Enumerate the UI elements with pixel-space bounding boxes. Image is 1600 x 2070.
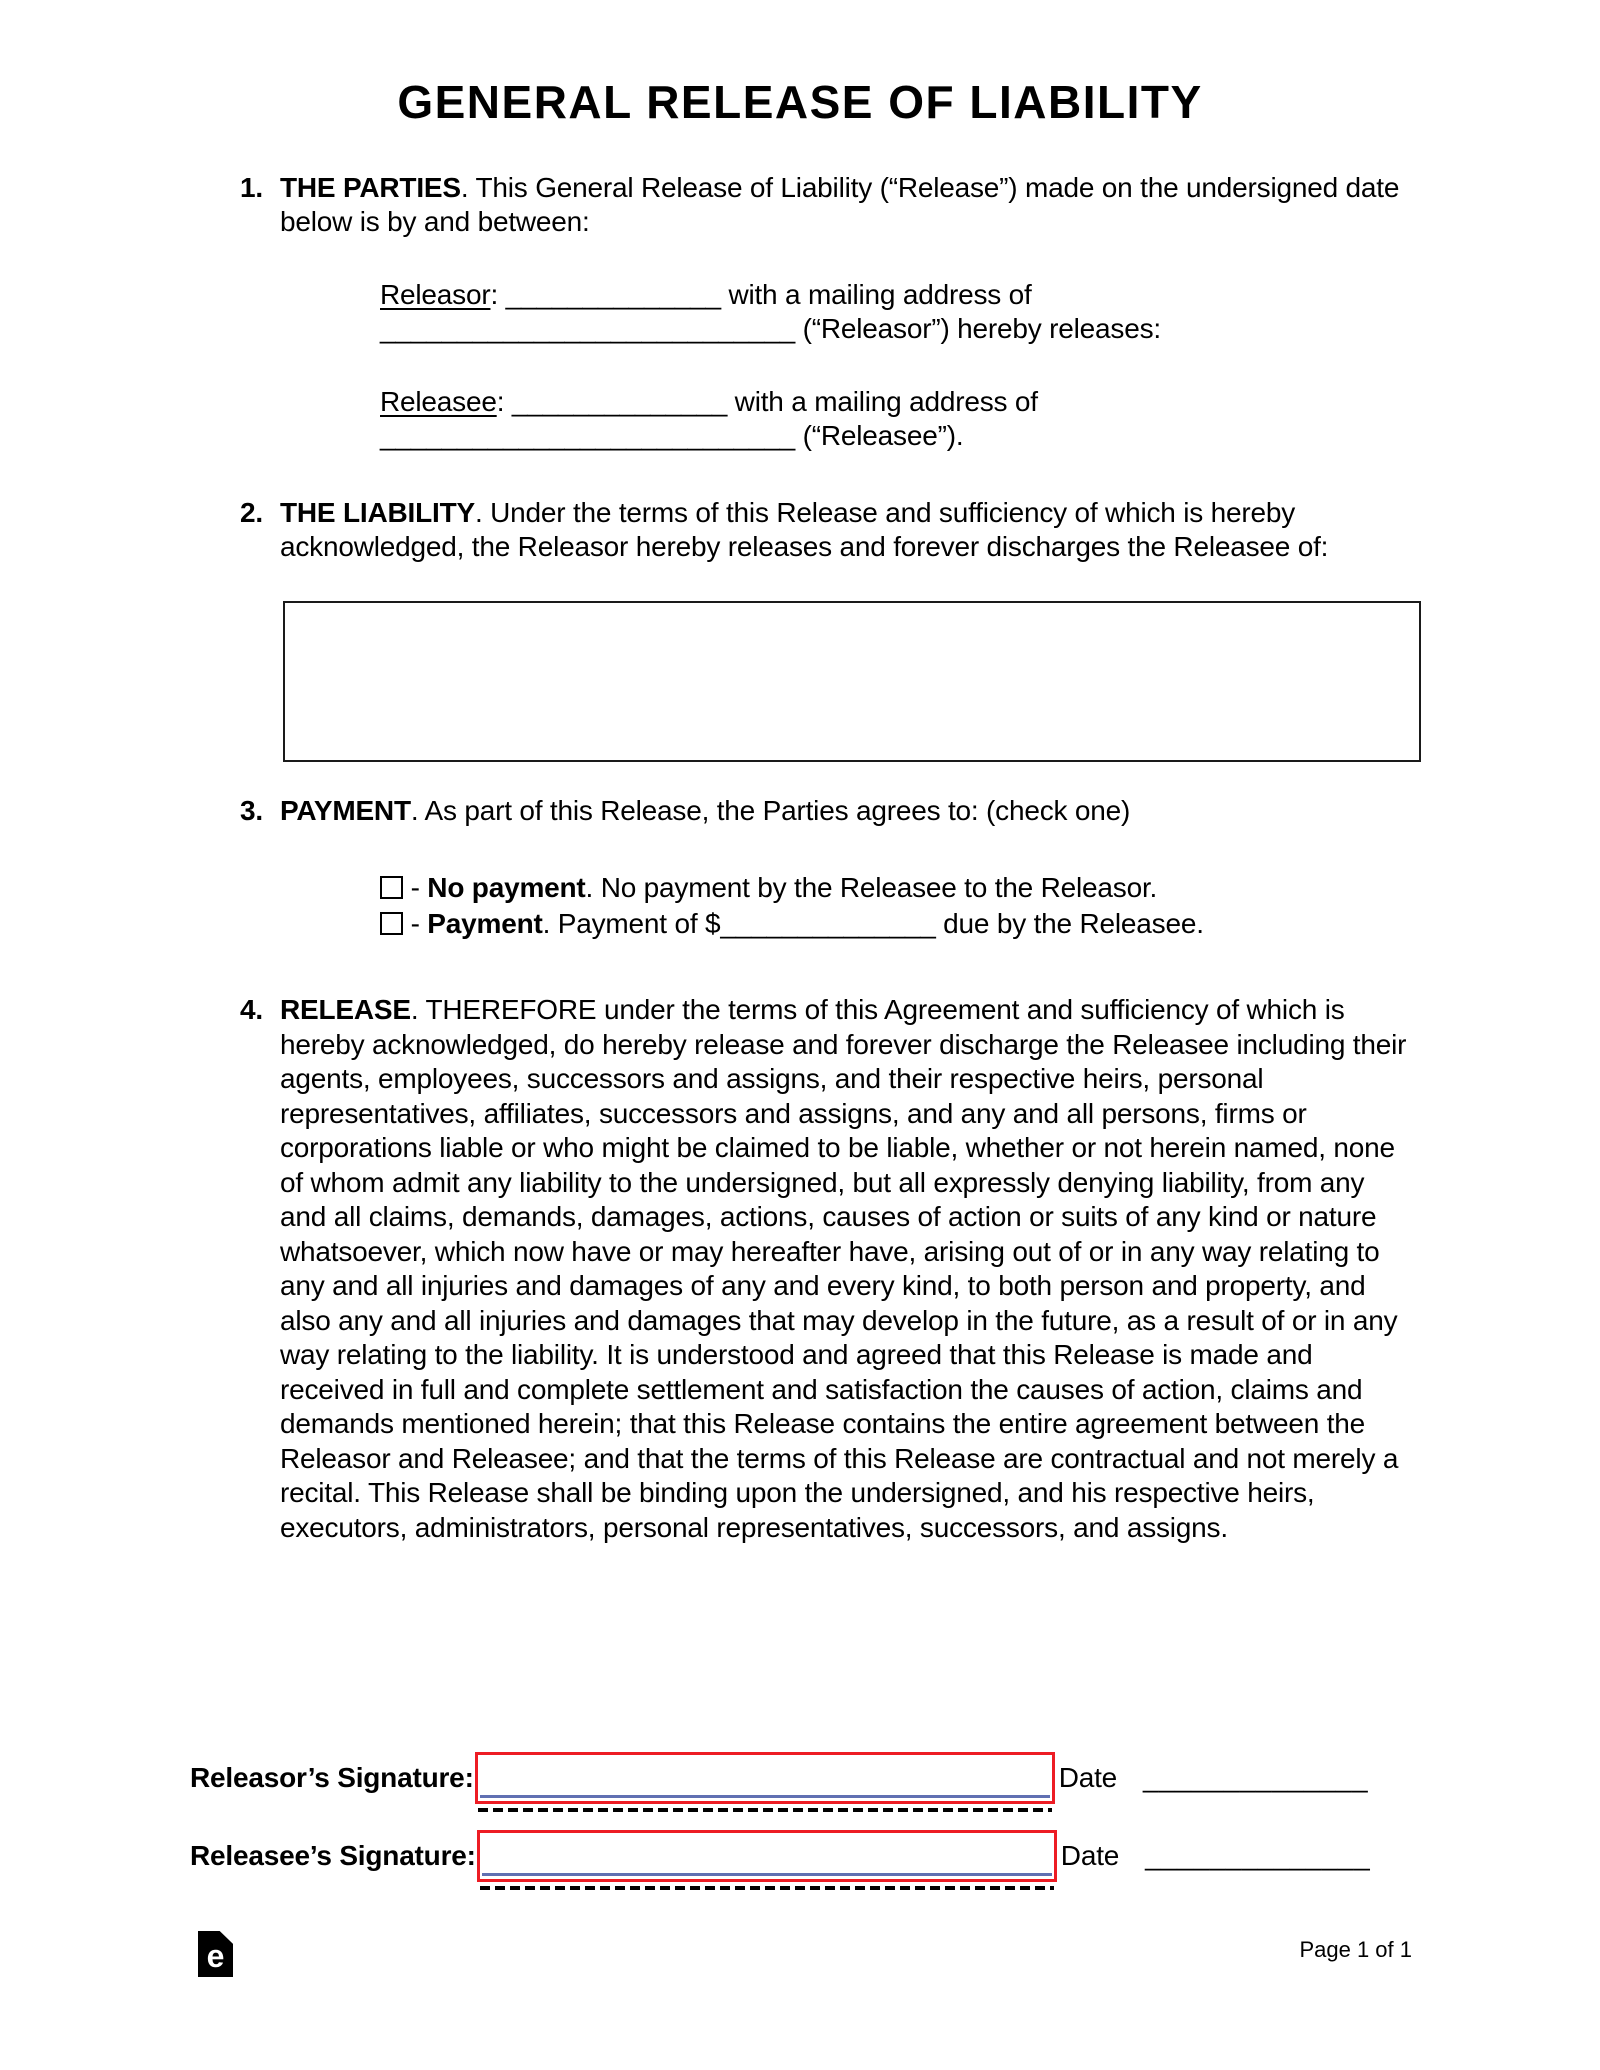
releasee-separator: : <box>496 386 512 417</box>
section-heading: PAYMENT <box>280 795 411 826</box>
option-dash: - <box>403 908 428 939</box>
section-release <box>240 993 1412 1545</box>
date-label: Date <box>1058 1762 1118 1793</box>
section-heading: THE PARTIES <box>280 172 461 203</box>
option-dash: - <box>403 872 428 903</box>
releasee-signature-row <box>190 1828 1412 1884</box>
page-title: GENERAL RELEASE OF LIABILITY <box>397 76 1203 128</box>
section-text <box>280 993 1412 1545</box>
signature-input-box[interactable] <box>477 1830 1057 1882</box>
section-body-text: . As part of this Release, the Parties agrees to: (check one) <box>410 795 1131 826</box>
releasor-line2-text: (“Releasor”) hereby releases: <box>795 313 1161 344</box>
releasee-block <box>380 385 1412 453</box>
releasor-block <box>380 278 1412 346</box>
date-label: Date <box>1060 1840 1120 1871</box>
releasee-signature-field[interactable] <box>477 1830 1057 1882</box>
releasor-signature-field[interactable] <box>475 1752 1055 1804</box>
releasee-address-blank: ___________________________ <box>380 420 796 451</box>
section-heading: THE LIABILITY <box>280 497 475 528</box>
releasee-line1-text: with a mailing address of <box>727 386 1038 417</box>
releasee-label: Releasee <box>380 386 497 417</box>
signature-underline <box>480 1886 1054 1890</box>
releasor-name-blank: ______________ <box>505 279 721 310</box>
releasee-name-blank: ______________ <box>511 386 728 417</box>
releasee-signature-label: Releasee’s Signature: <box>190 1840 476 1871</box>
payment-option-payment <box>380 906 1412 942</box>
releasee-line2-text: (“Releasee”). <box>795 420 964 451</box>
checkbox-icon[interactable] <box>380 876 403 899</box>
section-the-parties <box>240 171 1412 239</box>
option-text: . Payment of $______________ due by the Releasee. <box>542 908 1204 939</box>
eforms-logo <box>198 1931 233 1977</box>
signature-section <box>190 1750 1412 1906</box>
section-text <box>280 171 1412 239</box>
liability-details-box[interactable] <box>283 601 1421 762</box>
releasor-line1-text: with a mailing address of <box>720 279 1032 310</box>
section-body-text: . This General Release of Liability (“Release”) made on the undersigned date below is by and between: <box>280 172 1400 237</box>
signature-underline <box>478 1808 1052 1812</box>
signature-baseline <box>482 1873 1052 1876</box>
signature-input-box[interactable] <box>475 1752 1055 1804</box>
logo-letter-e: e <box>206 1938 225 1974</box>
section-number: 3. <box>240 795 263 826</box>
releasor-address-blank: ___________________________ <box>380 313 796 344</box>
section-heading: RELEASE <box>280 994 411 1025</box>
section-body-text: . THEREFORE under the terms of this Agreement and sufficiency of which is hereby acknowledged, do hereby release and forever discharge the Releasee including their agents, employees, successors and assigns, and their respective heirs, personal representatives, affiliates, successors and assigns, and any and all persons, firms or corporations liable or who might be claimed to be liable, whether or not herein named, none of whom admit any liability to the undersigned, but all expressly denying liability, from any and all claims, demands, damages, actions, causes of action or suits of any kind or nature whatsoever, which now have or may hereafter have, arising out of or in any way relating to any and all injuries and damages of any and every kind, to both person and property, and also any and all injuries and damages that may develop in the future, as a result of or in any way relating to the liability. It is understood and agreed that this Release is made and received in full and complete settlement and satisfaction the causes of action, claims and demands mentioned herein; that this Release contains the entire agreement between the Releasor and Releasee; and that the terms of this Release are contractual and not merely a recital. This Release shall be binding upon the undersigned, and his respective heirs, executors, administrators, personal representatives, successors, and assigns. <box>280 994 1407 1543</box>
releasor-signature-row <box>190 1750 1412 1806</box>
checkbox-icon[interactable] <box>380 912 403 935</box>
payment-options <box>380 870 1412 942</box>
date-blank: ______________ <box>1145 1840 1371 1871</box>
document-body <box>240 171 1412 1545</box>
option-label: Payment <box>427 908 543 939</box>
option-text: . No payment by the Releasee to the Releasor. <box>585 872 1158 903</box>
section-number: 1. <box>240 172 263 203</box>
releasor-label: Releasor <box>380 279 491 310</box>
releasor-separator: : <box>490 279 506 310</box>
date-blank: ______________ <box>1143 1762 1369 1793</box>
signature-baseline <box>480 1795 1050 1798</box>
section-number: 4. <box>240 994 263 1025</box>
releasor-signature-label: Releasor’s Signature: <box>190 1762 474 1793</box>
payment-option-no-payment <box>380 870 1412 906</box>
section-payment <box>240 794 1412 828</box>
section-the-liability <box>240 496 1412 564</box>
section-text <box>280 794 1412 828</box>
section-text <box>280 496 1412 564</box>
option-label: No payment <box>427 872 586 903</box>
section-body-text: . Under the terms of this Release and sufficiency of which is hereby acknowledged, the Releasor hereby releases and forever discharges the Releasee of: <box>280 497 1329 562</box>
section-number: 2. <box>240 497 263 528</box>
page-number: Page 1 of 1 <box>1299 1937 1412 1962</box>
